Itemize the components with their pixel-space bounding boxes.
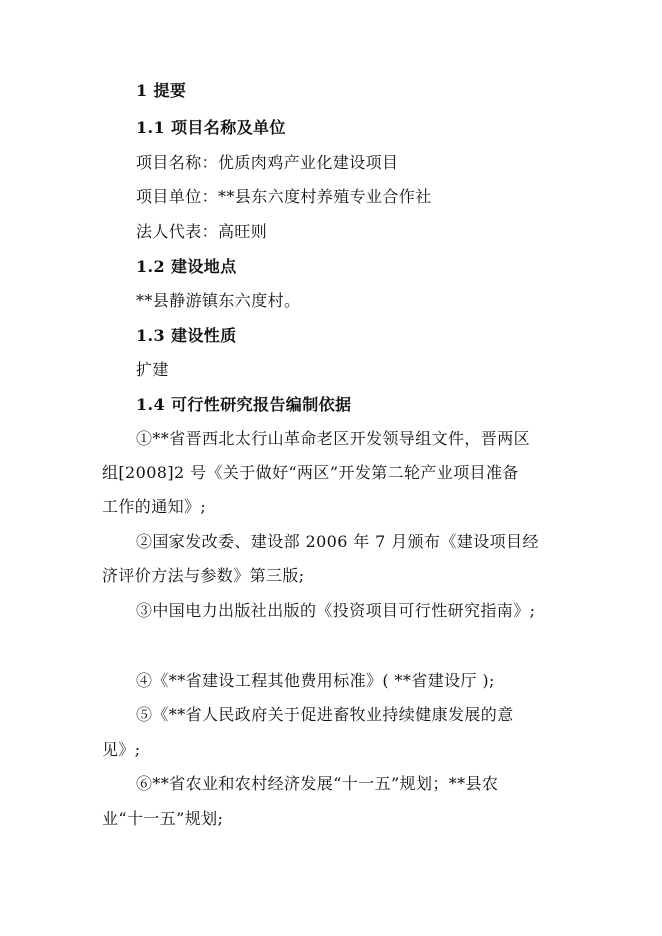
section-heading-1-1: 1.1 项目名称及单位	[136, 118, 286, 137]
basis-item-1-line-3: 工作的通知》;	[102, 497, 207, 516]
project-name-line: 项目名称：优质肉鸡产业化建设项目	[136, 153, 399, 172]
basis-item-2-line-2: 济评价方法与参数》第三版;	[102, 566, 305, 585]
basis-item-3-line-1: ③中国电力出版社出版的《投资项目可行性研究指南》;	[136, 601, 536, 620]
legal-representative-line: 法人代表：高旺则	[136, 222, 268, 241]
basis-item-6-line-1: ⑥**省农业和农村经济发展“十一五”规划；**县农	[136, 774, 499, 793]
basis-item-1-line-2: 组[2008]2 号《关于做好“两区”开发第二轮产业项目准备	[102, 463, 519, 482]
basis-item-6-line-2: 业“十一五”规划;	[102, 809, 224, 828]
section-heading-1-3: 1.3 建设性质	[136, 326, 237, 345]
section-heading-1-2: 1.2 建设地点	[136, 257, 237, 276]
location-line: **县静游镇东六度村。	[136, 291, 301, 310]
basis-item-1-line-1: ①**省晋西北太行山革命老区开发领导组文件，晋两区	[136, 429, 531, 448]
basis-item-4-line-1: ④《**省建设工程其他费用标准》( **省建设厅 );	[136, 671, 495, 690]
section-heading-1: 1 提要	[136, 81, 187, 100]
basis-item-5-line-1: ⑤《**省人民政府关于促进畜牧业持续健康发展的意	[136, 705, 514, 724]
basis-item-2-line-1: ②国家发改委、建设部 2006 年 7 月颁布《建设项目经	[136, 532, 539, 551]
nature-line: 扩建	[136, 360, 169, 379]
basis-item-5-line-2: 见》;	[102, 740, 141, 759]
section-heading-1-4: 1.4 可行性研究报告编制依据	[136, 395, 352, 414]
project-unit-line: 项目单位：**县东六度村养殖专业合作社	[136, 187, 432, 206]
